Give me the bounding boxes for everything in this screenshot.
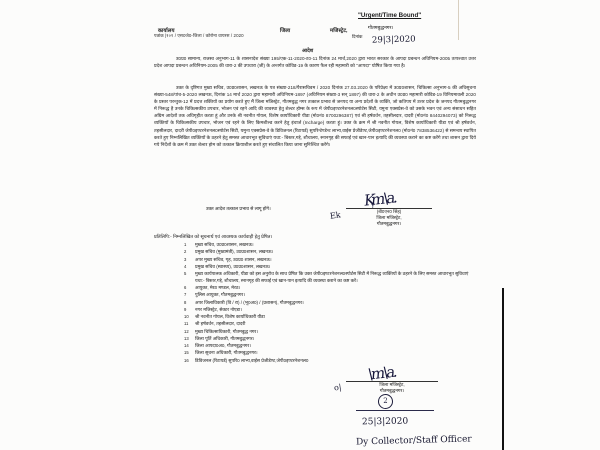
list-item-number: 8 (184, 299, 187, 305)
list-item (184, 256, 474, 263)
list-item-text: जिला पूर्ति अधिकारी, गौतमबुद्धनगर। (195, 335, 255, 341)
list-item (184, 320, 474, 327)
list-item-text: अपर जिलाधिकारी (वि / रा) / (भू0अ0) / (प्रशासन), गौतमबुद्धनगर। (195, 299, 304, 305)
list-item-number: 6 (184, 285, 187, 290)
list-item-text: श्री हर्षवर्धन, तहसीलदार, दादरी (195, 321, 246, 327)
distribution-list (184, 241, 474, 364)
list-item (184, 328, 474, 335)
list-item (184, 342, 474, 349)
list-item-number: 1 (184, 242, 187, 247)
signature-secondary-title-2: गौतमबुद्धनगर। (379, 388, 405, 393)
endorsement-block (356, 394, 472, 448)
list-item-number: 2 (184, 249, 187, 255)
endorsement-circle-mark: 2 (378, 394, 393, 409)
endorsement-designation: Dy Collector/Staff Officer (355, 434, 472, 448)
district-label: जिला (280, 28, 291, 34)
list-item-text: डिविजनल (रिटायर्ड) सुपरि0 लाभ्य,वाईस प्रेजीडेण्ट,जेपी0इण्टरनेशनल0 (195, 357, 309, 363)
list-item-number: 7 (184, 292, 187, 298)
signature-secondary-scribble: \m\a. (367, 362, 397, 384)
list-item (184, 357, 474, 364)
list-item-text: मुख्य सचिव, उ0प्र0शासन, लखनऊ। (195, 242, 254, 247)
list-item (184, 270, 474, 284)
list-item-text: जिला सूचना अधिकारी, गौतमबुद्धनगर। (195, 350, 258, 356)
list-item-number: 13 (184, 335, 189, 341)
list-item-text: नगर मजिस्ट्रेट, सेक्टर नोएडा। (195, 306, 242, 312)
list-item-text: श्री नवनीत गोयल, विशेष कार्याधिकारी यीडा (195, 314, 265, 319)
list-item-text: प्रमुख सचिव (मुख्यमंत्री), उ0प्र0शासन, लखनऊ। (195, 249, 274, 255)
signature-secondary-initial: o| (333, 382, 343, 393)
signature-primary-title-2: गौतमबुद्धनगर। (376, 221, 402, 226)
list-item-number: 16 (184, 357, 189, 363)
urgent-banner: "Urgent/Time Bound" (358, 12, 422, 19)
order-title: आदेश (302, 48, 314, 54)
list-item-text: मुख्य चिकित्साधिकारी, गौतमबुद्ध नगर। (195, 328, 258, 334)
list-item-number: 10 (184, 314, 189, 319)
list-item-number: 12 (184, 328, 189, 334)
list-item-number: 3 (184, 256, 187, 262)
signature-secondary-block (333, 362, 438, 394)
signature-primary-initial: Ek (329, 210, 342, 221)
office-label: कार्यालय (158, 28, 175, 34)
magistrate-label: मजिस्ट्रेट, (330, 28, 348, 34)
endorsement-date: 25|3|2020 (361, 416, 409, 428)
list-item (184, 313, 474, 320)
letter-number: पत्रांक |१०१ / एस0जे0-जिला / कोरोना वायरस / 2020 (154, 33, 244, 38)
signature-primary-scribble: Kְm\a. (363, 188, 397, 210)
list-item-number: 11 (184, 321, 189, 327)
date-value-handwritten: 29|3|2020 (371, 34, 416, 46)
signature-primary-block (329, 188, 432, 227)
list-item-number: 9 (184, 306, 187, 312)
list-item-text: जिला आपदा0अ0, गौतमबुद्धनगर। (195, 343, 251, 348)
list-item-text: अपर मुख्य सचिव, गृह, उ0प्र0 शासन, लखनऊ। (195, 256, 272, 262)
header-place: गौतमबुद्धनगर। (368, 26, 394, 31)
list-item-text: पुलिस आयुक्त, गौतमबुद्धनगर। (195, 292, 245, 298)
date-label: दिनांक (352, 34, 363, 39)
scan-page-edge (502, 288, 504, 450)
list-item-text: मुख्य कार्यपालक अधिकारी, यीडा को इस अनुरोध के साथ प्रेषित कि उक्त जेपी0इण्टरनेशनल0स्पोर्टस सिटी में निरूद्ध व्यक्तियों के ठहरने के लिए समस्त आधारभूत सुविधाएं यथा:- बिस्तर,गद्दे, शौचालय, स्नानगृह की सफाई एवं खान-पान इत्यादि की व्यवस्था कराने का कष्ट करें। (195, 271, 469, 283)
list-item (184, 349, 474, 356)
list-item-number: 14 (184, 343, 189, 348)
list-item-number: 4 (184, 263, 187, 269)
list-item (184, 284, 474, 291)
signature-secondary-title-1: जिला मजिस्ट्रेट, (379, 382, 405, 387)
list-item (184, 291, 474, 298)
list-item-text: प्रमुख सचिव (स्वास्थ्य), उ0प्र0शासन, लखनऊ। (195, 263, 271, 269)
list-item (184, 306, 474, 313)
list-item (184, 335, 474, 342)
body-paragraph-3: उक्त आदेश तत्काल प्रभाव से लागू होंगे। (206, 206, 271, 211)
list-item (184, 299, 474, 306)
body-paragraph-2: उक्त के दृष्टिगत मुख्य सचिव, उ0प्र0शासन, लखनऊ के पत्र संख्या-218/पैरासचिवम / 2020 दिनांक 27.03.2020 के परिप्रेक्ष्य में उ0प्र0शासन, चिकित्सा अनुभाग-5 की अधिसूचना संख्या-548/पांच-5-2020 लखनऊ, दिनांक 14 मार्च 2020 द्वारा महामारी अधिनियम-1897 (अधिनियम संख्या-3 सन् 1897) की धारा-2 के अधीन उ0प्र0 महामारी कोविड-19 विनियमावली 2020 के प्रस्तर परन्तुक-12 में प्रदत्त शक्तियों का प्रयोग करते हुए मैं जिला मजिस्ट्रेट, गौतमबुद्ध नगर तत्काल प्रभाव से जनपद या अन्य प्रदेशों के व्यक्ति, जो कतिपय में उत्तर प्रदेश के जनपद गौतमबुद्धनगर में निरूद्ध है उनके चिकित्सकीय उपचार, भोजन एवं रहने आदि की व्यवस्था हेतु शेल्टर होम्स के रूप में जेपी0इण्टरनेशनल0स्पोर्टस सिटी, यमुना एक्सप्रेस-वे को उसके भवन एवं अन्य संसाधन सहित अग्रिम आदेशों तक अधिगृहीत करता हूं और उनके श्री नवनीत गोयल, विशेष कार्याधिकारी यीडा (मो0नं0 8700296387) एवं श्री हर्षवर्धन, तहसीलदार, दादरी (मो0नं0 8440294073) को निरूद्ध व्यक्तियों के चिकित्सकीय उपचार, भोजन एवं रहने के लिए किमशील्ड करने हेतु इंचार्ज (Incharge) करता हूं। उक्त के क्रम में श्री नवनीत गोयल, विशेष कार्याधिकारी यीडा एवं श्री हर्षवर्धन, तहसीलदार, दादरी जेपी0इण्टरनेशनल0स्पोर्टस सिटी, यमुना एक्सप्रेस-वे के डिविजनल (रिटायर्ड) सुपरिन्टेण्डेन्ट लाभ्य,वाईस प्रेजीडेण्ट,जेपी0इण्टरनेशनल0 (मो0नं0 7838536422) से समन्वय स्थापित करते हुए निम्नलिखित व्यक्तियों के ठहरने हेतु समस्त आधारभूत सुविधाएं यथा:- बिस्तर,गद्दे, शौचालय, स्नानगृह की सफाई एवं खान-पान इत्यादि की व्यवस्था कराने का कष्ट करेंगे तथा शासन द्वारा दिये गये निर्देशों के क्रम में उक्त शेल्टर होम को तत्काल क्रियाशील करते हुए संचालित किया जाना सुनिश्चित करेंगे। (154, 85, 476, 147)
list-item (184, 241, 474, 248)
list-item-number: 5 (184, 271, 187, 276)
list-item (184, 263, 474, 270)
list-item (184, 248, 474, 255)
signature-primary-name: (बी0एन0 सिंह) (376, 209, 402, 214)
list-item-number: 15 (184, 350, 189, 356)
list-item-text: आयुक्त, मेरठ मण्डल, मेरठ। (195, 285, 241, 290)
distribution-heading: प्रतिलिपि:- निम्नलिखित को सूचनार्थ एवं आवश्यक कार्यवाही हेतु प्रेषित। (154, 234, 273, 239)
body-paragraph-1: उ0प्र0 सामान्य, राजस्व अनुभाग-11 के शासनादेश संख्या 195/एक-11-2020-ट0-11 दिनांक 24 मार्च,2020 द्वारा भारत सरकार के आपदा प्रबन्धन अधिनियम-2005 तत्पश्चात उत्तर प्रदेश आपदा प्रबन्धन अधिनियम-2005 की धारा-2 की उपधारा (जी) के अन्तर्गत कोविड-19 के कारण फैल रही महामारी को "आपदा" घोषित किया गया है। (154, 56, 476, 69)
signature-primary-title-1: जिला मजिस्ट्रेट, (376, 215, 402, 220)
document-content (150, 0, 480, 450)
